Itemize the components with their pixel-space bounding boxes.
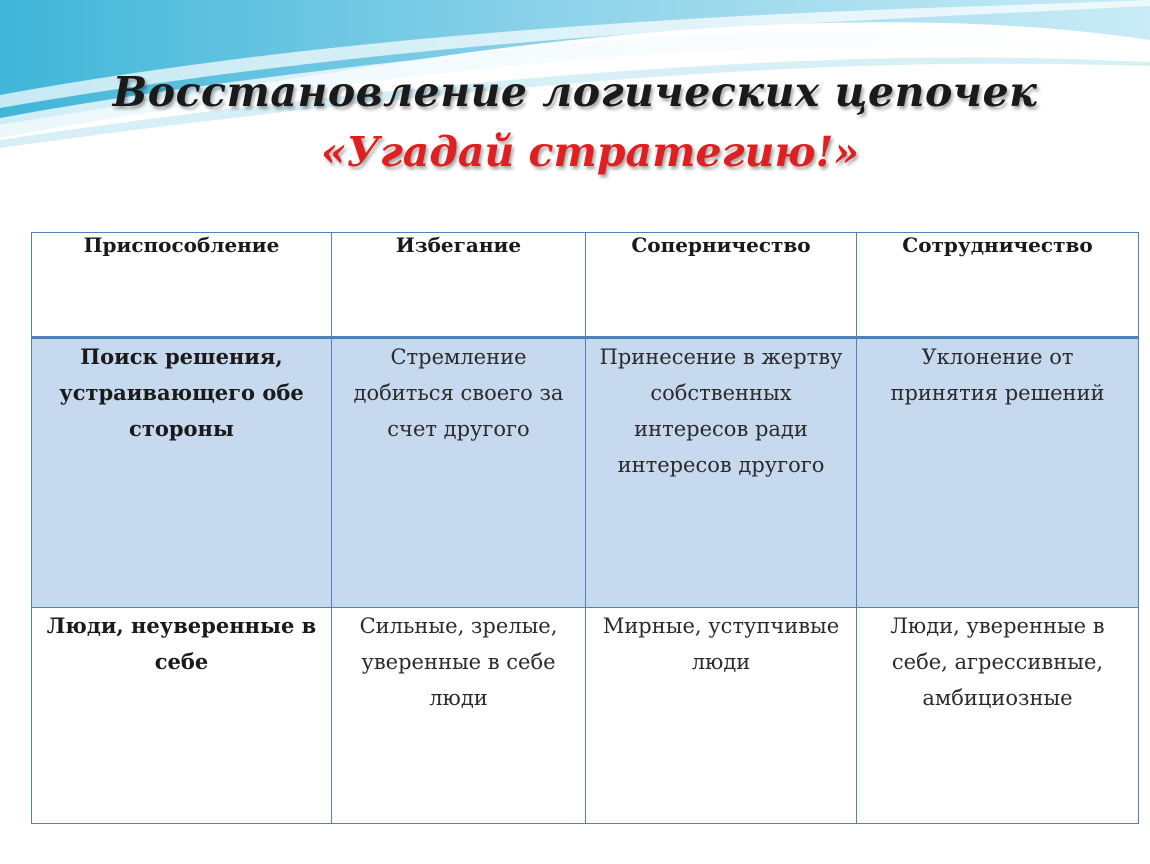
strategy-table [31, 232, 1139, 824]
header-cell: Соперничество [586, 233, 857, 338]
header-cell: Избегание [332, 233, 586, 338]
page-title: Восстановление логических цепочек [112, 68, 1038, 116]
table-cell: Люди, уверенные в себе, агрессивные, амбициозные [857, 608, 1139, 824]
page-subtitle: «Угадай стратегию!» [320, 128, 860, 176]
table-cell: Люди, неуверенные в себе [32, 608, 332, 824]
table-cell: Уклонение от принятия решений [857, 338, 1139, 608]
table-cell: Принесение в жертву собственных интересов ради интересов другого [586, 338, 857, 608]
header-cell: Приспособление [32, 233, 332, 338]
header-cell: Сотрудничество [857, 233, 1139, 338]
table-cell: Поиск решения, устраивающего обе стороны [32, 338, 332, 608]
table-header-row [32, 233, 1139, 338]
table-cell: Мирные, уступчивые люди [586, 608, 857, 824]
table-row [32, 608, 1139, 824]
table-cell: Сильные, зрелые, уверенные в себе люди [332, 608, 586, 824]
table-cell: Стремление добиться своего за счет другого [332, 338, 586, 608]
table-row [32, 338, 1139, 608]
